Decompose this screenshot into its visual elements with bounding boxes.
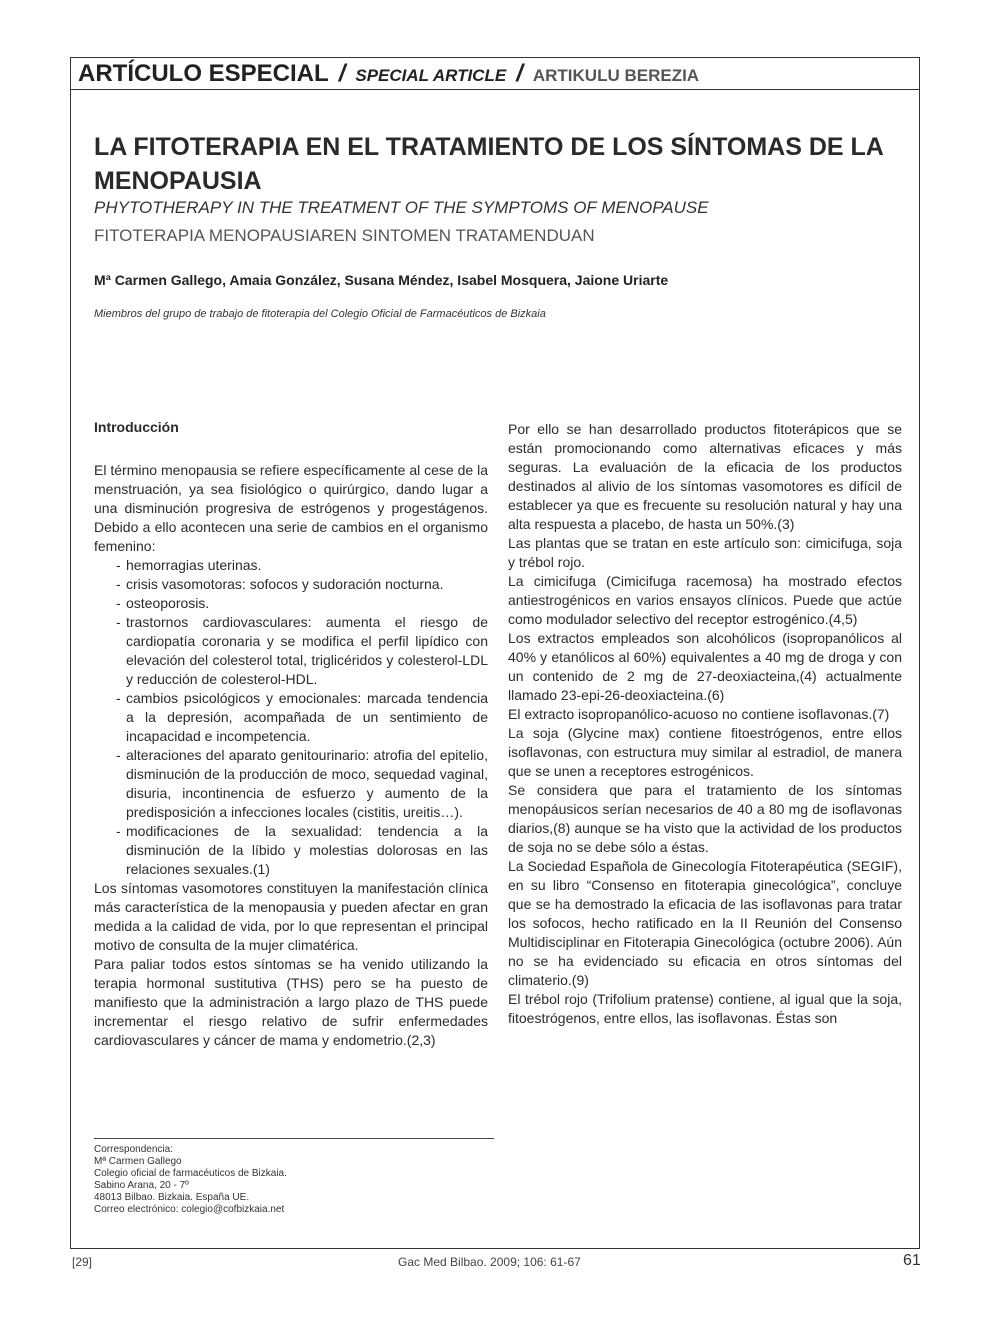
article-title-basque: FITOTERAPIA MENOPAUSIAREN SINTOMEN TRATAMENDUAN — [94, 226, 595, 245]
paragraph: Las plantas que se tratan en este artículo son: cimicifuga, soja y trébol rojo. — [508, 535, 902, 570]
right-column — [508, 420, 902, 1028]
section-header — [78, 58, 699, 89]
author-affiliation: Miembros del grupo de trabajo de fitoterapia del Colegio Oficial de Farmacéuticos de Bizkaia — [94, 308, 546, 320]
paragraph: Los síntomas vasomotores constituyen la manifestación clínica más característica de la menopausia y pueden afectar en gran medida a la calidad de vida, por lo que representan el principal motivo de consulta de la mujer climatérica. — [94, 880, 488, 953]
correspondence-name: Mª Carmen Gallego — [94, 1156, 182, 1167]
correspondence-organization: Colegio oficial de farmacéuticos de Bizkaia. — [94, 1168, 287, 1179]
section-label-en: SPECIAL ARTICLE — [355, 66, 507, 85]
article-title: LA FITOTERAPIA EN EL TRATAMIENTO DE LOS SÍNTOMAS DE LA MENOPAUSIA — [94, 133, 883, 195]
author-list: Mª Carmen Gallego, Amaia González, Susana Méndez, Isabel Mosquera, Jaione Uriarte — [94, 272, 669, 288]
section-separator: / — [338, 60, 346, 87]
article-title-english: PHYTOTHERAPY IN THE TREATMENT OF THE SYMPTOMS OF MENOPAUSE — [94, 198, 709, 217]
list-item: - alteraciones del aparato genitourinario: atrofia del epitelio, disminución de la producción de moco, sequedad vaginal, disuria, incontinencia de esfuerzo y aumento de la predisposición a infecciones locales (cistitis, ureitis…). — [94, 746, 488, 822]
paragraph: La Sociedad Española de Ginecología Fitoterapéutica (SEGIF), en su libro “Consenso en fitoterapia ginecológica”, concluye que se ha demostrado la eficacia de las isoflavonas para tratar los sofocos, hecho ratificado en la II Reunión del Consenso Multidisciplinar en Fitoterapia Ginecológica (octubre 2006). Aún no se ha evidenciado su eficacia en otros síntomas del climaterio.(9) — [508, 858, 902, 988]
list-item: - trastornos cardiovasculares: aumenta el riesgo de cardiopatía coronaria y se modifica el perfil lipídico con elevación del colesterol total, triglicéridos y colesterol-LDL y reducción de colesterol-HDL. — [94, 613, 488, 689]
paragraph: El término menopausia se refiere específicamente al cese de la menstruación, ya sea fisiológico o quirúrgico, dando lugar a una disminución progresiva de estrógenos y progestágenos. Debido a ello acontecen una serie de cambios en el organismo femenino: — [94, 462, 488, 554]
correspondence-block — [94, 1144, 287, 1216]
paragraph: Los extractos empleados son alcohólicos (isopropanólicos al 40% y etanólicos al 60%) equivalentes a 40 mg de droga y con un contenido de 2 mg de 27-deoxiacteina,(4) actualmente llamado 23-epi-26-deoxiacteina.(6) — [508, 630, 902, 703]
left-column — [94, 418, 488, 1050]
correspondence-email: Correo electrónico: colegio@cofbizkaia.net — [94, 1204, 285, 1215]
symptom-list — [94, 556, 488, 879]
page-number: 61 — [903, 1252, 921, 1269]
list-item: - hemorragias uterinas. — [94, 556, 488, 575]
list-item: - osteoporosis. — [94, 594, 488, 613]
correspondence-street: Sabino Arana, 20 - 7º — [94, 1180, 189, 1191]
paragraph: Por ello se han desarrollado productos fitoterápicos que se están promocionando como alternativas eficaces y más seguras. La evaluación de la eficacia de los productos destinados al alivio de los síntomas vasomotores es difícil de establecer ya que es frecuente su resolución natural y hay una alta respuesta a placebo, de hasta un 50%.(3) — [508, 421, 902, 532]
footnote-rule — [94, 1138, 494, 1139]
section-separator: / — [516, 60, 523, 87]
list-item: - cambios psicológicos y emocionales: marcada tendencia a la depresión, acompañada de un sentimiento de incapacidad e incompetencia. — [94, 689, 488, 746]
intro-heading: Introducción — [94, 419, 179, 435]
paragraph: El trébol rojo (Trifolium pratense) contiene, al igual que la soja, fitoestrógenos, entre ellos, las isoflavonas. Éstas son — [508, 991, 902, 1026]
correspondence-label: Correspondencia: — [94, 1144, 173, 1155]
paragraph: Para paliar todos estos síntomas se ha venido utilizando la terapia hormonal sustitutiva (THS) pero se ha puesto de manifiesto que la administración a largo plazo de THS puede incrementar el riesgo relativo de sufrir enfermedades cardiovasculares y cáncer de mama y endometrio.(2,3) — [94, 956, 488, 1048]
journal-citation: Gac Med Bilbao. 2009; 106: 61-67 — [398, 1255, 581, 1269]
section-label-eu: ARTIKULU BEREZIA — [532, 66, 700, 85]
page-bracket-number: [29] — [72, 1255, 93, 1269]
list-item: - modificaciones de la sexualidad: tendencia a la disminución de la líbido y molestias dolorosas en las relaciones sexuales.(1) — [94, 822, 488, 879]
correspondence-city: 48013 Bilbao. Bizkaia. España UE. — [94, 1192, 250, 1203]
paragraph: El extracto isopropanólico-acuoso no contiene isoflavonas.(7) — [508, 706, 890, 722]
paragraph: La cimicifuga (Cimicifuga racemosa) ha mostrado efectos antiestrogénicos en varios ensayos clínicos. Puede que actúe como modulador selectivo del receptor estrogénico.(4,5) — [508, 573, 902, 627]
paragraph: Se considera que para el tratamiento de los síntomas menopáusicos serían necesarios de 40 a 80 mg de isoflavonas diarios,(8) aunque se ha visto que la actividad de los productos de soja no se debe sólo a éstas. — [508, 782, 902, 855]
list-item: - crisis vasomotoras: sofocos y sudoración nocturna. — [94, 575, 488, 594]
paragraph: La soja (Glycine max) contiene fitoestrógenos, entre ellos isoflavonas, con estructura muy similar al estradiol, de manera que se unen a receptores estrogénicos. — [508, 725, 902, 779]
section-label-es: ARTÍCULO ESPECIAL — [78, 60, 329, 87]
header-rule — [70, 89, 920, 90]
